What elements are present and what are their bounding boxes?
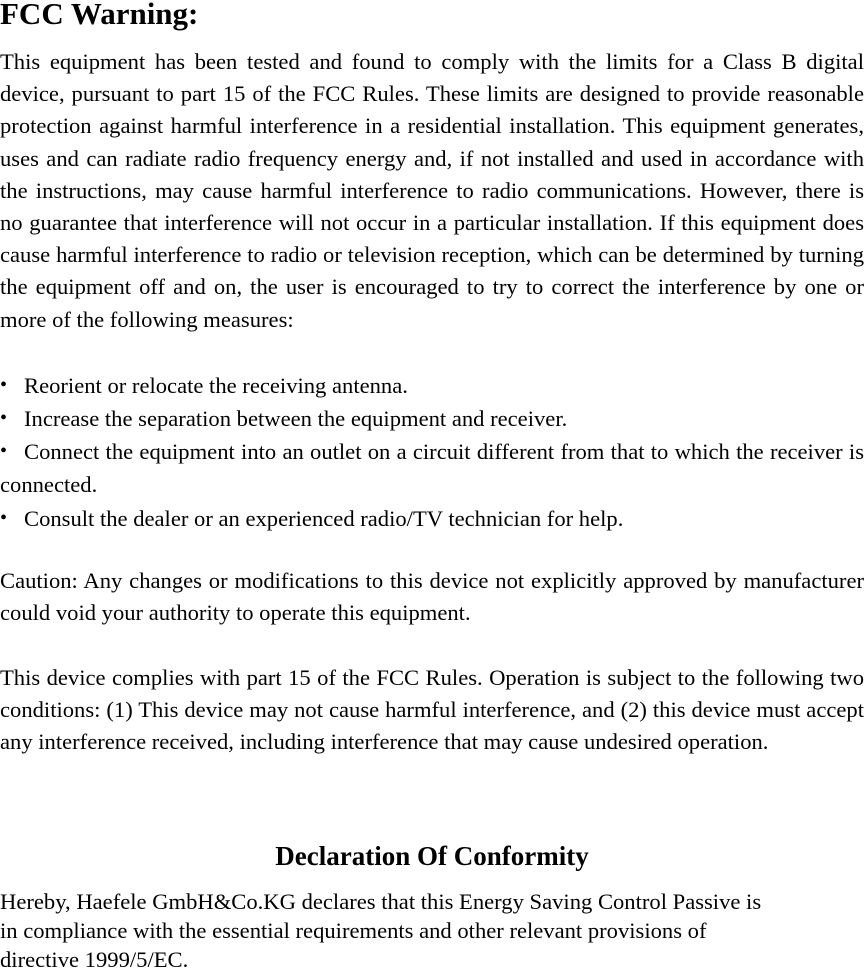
declaration-line: Hereby, Haefele GmbH&Co.KG declares that this Energy Saving Control Passive is (0, 889, 762, 914)
declaration-title: Declaration Of Conformity (275, 841, 589, 871)
fcc-warning-heading: FCC Warning: (0, 0, 199, 31)
measure-item (0, 369, 864, 402)
measure-item (0, 435, 864, 500)
measure-text: Connect the equipment into an outlet on a circuit different from that to which the receiver is connected. (0, 439, 864, 497)
bullet-icon: • (0, 506, 8, 529)
bullet-icon: • (0, 407, 8, 430)
measure-item (0, 502, 864, 535)
bullet-icon: • (0, 440, 8, 463)
measure-text: Consult the dealer or an experienced radio/TV technician for help. (24, 505, 624, 531)
measure-text: Increase the separation between the equipment and receiver. (24, 406, 568, 432)
fcc-intro-paragraph: This equipment has been tested and found to comply with the limits for a Class B digital device, pursuant to part 15 of the FCC Rules. These limits are designed to provide reasonable protection against harmful interference in a residential installation. This equipment generates, uses and can radiate radio frequency energy and, if not installed and used in accordance with the instructions, may cause harmful interference to radio communications. However, there is no guarantee that interference will not occur in a particular installation. If this equipment does cause harmful interference to radio or television reception, which can be determined by turning the equipment off and on, the user is encouraged to try to correct the interference by one or more of the following measures: (0, 49, 864, 332)
measure-text: Reorient or relocate the receiving antenna. (24, 373, 408, 398)
declaration-line: directive 1999/5/EC. (0, 947, 189, 972)
declaration-paragraph (0, 887, 864, 974)
caution-paragraph: Caution: Any changes or modifications to this device not explicitly approved by manufacturer could void your authority to operate this equipment. (0, 568, 864, 626)
measure-item (0, 402, 864, 435)
part15-compliance-paragraph: This device complies with part 15 of the FCC Rules. Operation is subject to the following two conditions: (1) This device may not cause harmful interference, and (2) this device must accept any interference received, including interference that may cause undesired operation. (0, 665, 864, 755)
declaration-line: in compliance with the essential requirements and other relevant provisions of (0, 918, 707, 943)
measures-list (0, 369, 864, 535)
bullet-icon: • (0, 374, 8, 396)
